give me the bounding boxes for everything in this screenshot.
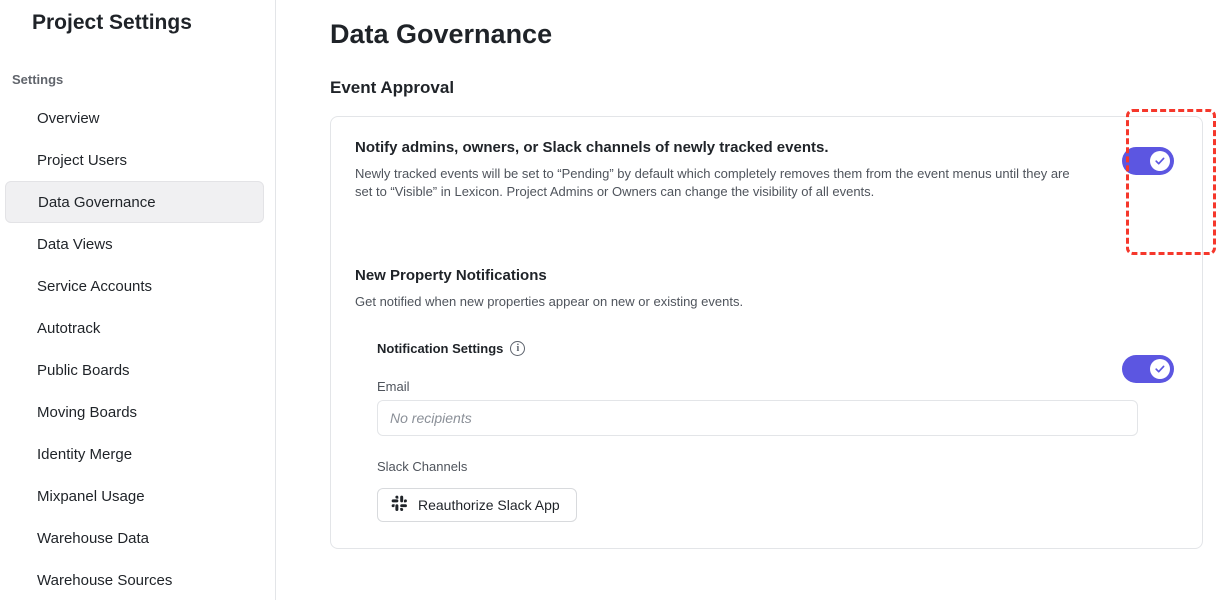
section-title-event-approval: Event Approval [330, 78, 455, 97]
sidebar-item-mixpanel-usage[interactable] [5, 475, 264, 517]
email-recipients-input[interactable] [377, 400, 1138, 436]
sidebar-item-label: Project Users [37, 151, 128, 169]
notify-admins-toggle[interactable] [1122, 147, 1174, 175]
sidebar-item-moving-boards[interactable] [5, 391, 264, 433]
sidebar-item-label: Warehouse Sources [37, 571, 173, 589]
sidebar-item-label: Moving Boards [37, 403, 138, 421]
slack-channels-label: Slack Channels [377, 459, 468, 474]
sidebar-item-data-views[interactable] [5, 223, 264, 265]
sidebar-item-label: Mixpanel Usage [37, 487, 145, 505]
new-property-toggle[interactable] [1122, 355, 1174, 383]
sidebar-item-label: Identity Merge [37, 445, 133, 463]
sidebar-item-label: Data Governance [38, 193, 156, 211]
slack-icon [391, 495, 408, 515]
sidebar [0, 0, 276, 600]
main-content [276, 0, 1217, 600]
check-icon [1150, 151, 1170, 171]
sidebar-item-service-accounts[interactable] [5, 265, 264, 307]
info-icon[interactable]: i [510, 341, 525, 356]
email-field-label: Email [377, 379, 410, 394]
notification-settings-block [377, 341, 1178, 522]
sidebar-item-data-governance[interactable] [5, 181, 264, 223]
notify-admins-description: Newly tracked events will be set to “Pending” by default which completely removes them from the event menus until they are set to “Visible” in Lexicon. Project Admins or Owners can change the visibility of all events. [355, 166, 1070, 199]
sidebar-title: Project Settings [32, 11, 192, 34]
sidebar-item-identity-merge[interactable] [5, 433, 264, 475]
new-property-row [355, 267, 1178, 311]
sidebar-item-label: Autotrack [37, 319, 101, 337]
sidebar-item-label: Warehouse Data [37, 529, 150, 547]
sidebar-item-autotrack[interactable] [5, 307, 264, 349]
sidebar-item-overview[interactable] [5, 97, 264, 139]
check-icon [1150, 359, 1170, 379]
sidebar-item-project-users[interactable] [5, 139, 264, 181]
notify-admins-row [355, 139, 1178, 201]
reauthorize-slack-app-button[interactable] [377, 488, 577, 522]
sidebar-item-label: Overview [37, 109, 100, 127]
sidebar-item-label: Data Views [37, 235, 113, 253]
new-property-description: Get notified when new properties appear on new or existing events. [355, 294, 744, 309]
new-property-heading: New Property Notifications [355, 267, 547, 284]
reauthorize-slack-app-label: Reauthorize Slack App [418, 497, 560, 513]
event-approval-card [330, 116, 1203, 549]
sidebar-item-warehouse-sources[interactable] [5, 559, 264, 600]
sidebar-item-label: Service Accounts [37, 277, 153, 295]
notification-settings-label: Notification Settings [377, 341, 504, 356]
notify-admins-heading: Notify admins, owners, or Slack channels of newly tracked events. [355, 139, 829, 156]
sidebar-item-warehouse-data[interactable] [5, 517, 264, 559]
sidebar-section-label: Settings [12, 72, 64, 87]
sidebar-item-public-boards[interactable] [5, 349, 264, 391]
sidebar-nav [0, 97, 275, 600]
notification-settings-title [377, 341, 1178, 356]
page-title: Data Governance [330, 19, 553, 49]
sidebar-item-label: Public Boards [37, 361, 130, 379]
